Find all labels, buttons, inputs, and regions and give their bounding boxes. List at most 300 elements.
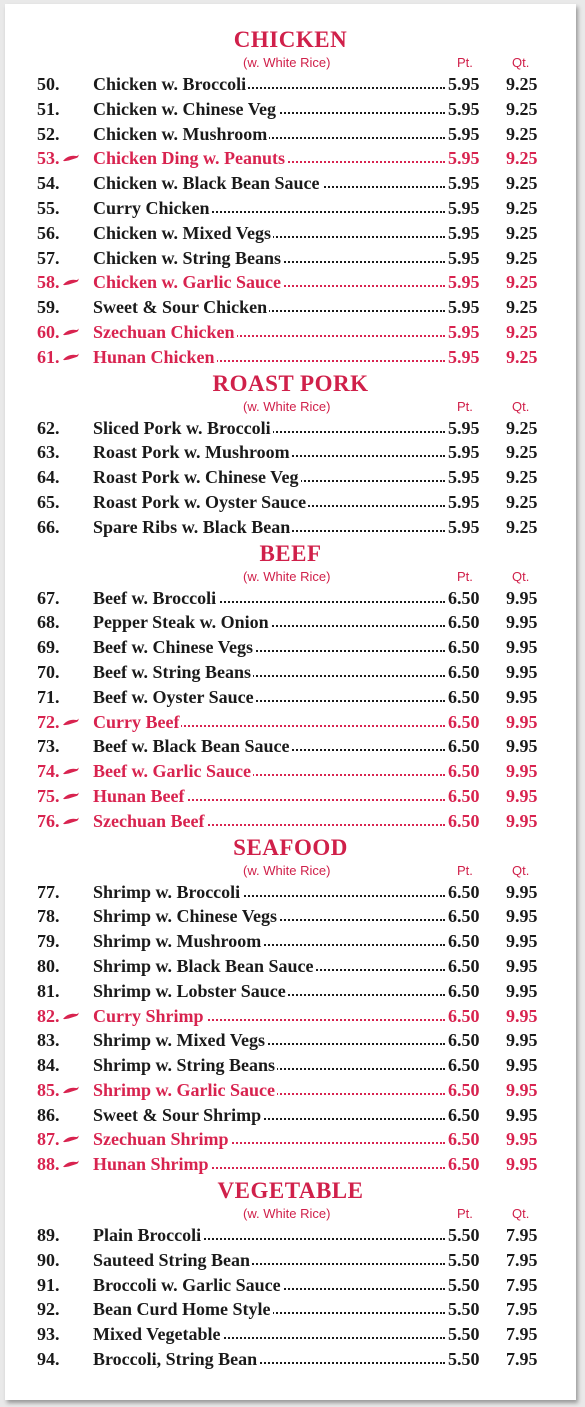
item-name-cell [93, 734, 445, 759]
item-number-cell [37, 146, 93, 171]
item-number: 66. [37, 516, 60, 537]
item-name: Roast Pork w. Oyster Sauce [93, 491, 307, 512]
item-name: Curry Chicken [93, 197, 210, 218]
quart-price: 7.95 [506, 1225, 538, 1246]
menu-item [5, 1078, 576, 1103]
item-name-cell [93, 440, 445, 465]
menu-section [5, 834, 576, 1178]
item-name: Chicken Ding w. Peanuts [93, 148, 286, 169]
quart-price: 9.95 [506, 1104, 538, 1125]
pint-price: 6.50 [448, 711, 480, 732]
item-number: 86. [37, 1104, 60, 1125]
item-name-cell [93, 809, 445, 834]
quart-price: 9.95 [506, 1079, 538, 1100]
item-name-cell [93, 1297, 445, 1322]
item-number: 77. [37, 881, 60, 902]
pint-price: 5.50 [448, 1249, 480, 1270]
item-number: 80. [37, 955, 60, 976]
menu-item [5, 610, 576, 635]
menu-section [5, 1177, 576, 1372]
item-number: 61. [37, 346, 60, 367]
quart-price: 9.95 [506, 1129, 538, 1150]
pint-price: 5.95 [448, 173, 480, 194]
pint-price: 5.95 [448, 98, 480, 119]
section-subheader [5, 1204, 576, 1223]
item-name-cell [93, 146, 445, 171]
item-number: 88. [37, 1154, 60, 1175]
hot-pepper-icon [62, 353, 79, 362]
hot-pepper-icon [62, 328, 79, 337]
menu-item [5, 710, 576, 735]
menu-item [5, 345, 576, 370]
item-name-cell [93, 515, 445, 540]
item-number-cell [37, 586, 93, 611]
item-name: Szechuan Shrimp [93, 1129, 229, 1150]
hot-pepper-icon [62, 1012, 79, 1021]
pint-column-label: Pt. [457, 1206, 473, 1222]
item-number: 51. [37, 98, 60, 119]
pint-price: 6.50 [448, 1104, 480, 1125]
menu-item [5, 122, 576, 147]
hot-pepper-icon [62, 278, 79, 287]
item-name-cell [93, 759, 445, 784]
quart-price: 9.95 [506, 612, 538, 633]
pint-price: 6.50 [448, 1055, 480, 1076]
menu-item [5, 1322, 576, 1347]
pint-price: 5.50 [448, 1225, 480, 1246]
hot-pepper-icon [62, 767, 79, 776]
item-number-cell [37, 295, 93, 320]
item-name: Chicken w. Broccoli [93, 74, 247, 94]
item-number-cell [37, 345, 93, 370]
item-number-cell [37, 635, 93, 660]
item-name: Beef w. Broccoli [93, 587, 217, 608]
item-number: 85. [37, 1079, 60, 1100]
section-title: CHICKEN [233, 27, 348, 52]
item-name-cell [93, 784, 445, 809]
item-number-cell [37, 784, 93, 809]
item-number-cell [37, 809, 93, 834]
menu-item [5, 1004, 576, 1029]
menu-item [5, 1273, 576, 1298]
menu-item [5, 440, 576, 465]
pint-price: 6.50 [448, 761, 480, 782]
item-name-cell [93, 1028, 445, 1053]
pint-price: 5.95 [448, 297, 480, 318]
pint-price: 6.50 [448, 785, 480, 806]
section-note: (w. White Rice) [243, 862, 331, 878]
menu-item [5, 490, 576, 515]
quart-price: 9.25 [506, 442, 538, 463]
quart-column-label: Qt. [512, 1206, 530, 1222]
item-number: 64. [37, 467, 60, 488]
quart-price: 9.25 [506, 98, 538, 119]
pint-column-label: Pt. [457, 398, 473, 414]
section-subheader [5, 861, 576, 880]
item-name: Pepper Steak w. Onion [93, 612, 269, 633]
menu-item [5, 146, 576, 171]
item-name-cell [93, 490, 445, 515]
item-number-cell [37, 1078, 93, 1103]
menu-section [5, 370, 576, 540]
item-name: Shrimp w. Mushroom [93, 931, 262, 952]
menu-item [5, 809, 576, 834]
pint-price: 5.95 [448, 247, 480, 268]
item-number-cell [37, 1248, 93, 1273]
item-number-cell [37, 610, 93, 635]
item-name-cell [93, 1223, 445, 1248]
item-number-cell [37, 660, 93, 685]
section-title: SEAFOOD [233, 834, 348, 860]
item-number-cell [37, 1322, 93, 1347]
item-name: Beef w. String Beans [93, 661, 252, 682]
item-name-cell [93, 1103, 445, 1128]
item-name: Chicken w. String Beans [93, 247, 282, 268]
item-number: 92. [37, 1299, 60, 1320]
pint-price: 5.50 [448, 1274, 480, 1295]
quart-column-label: Qt. [512, 398, 530, 414]
item-name-cell [93, 345, 445, 370]
item-name-cell [93, 465, 445, 490]
section-title: VEGETABLE [217, 1178, 364, 1204]
item-name-cell [93, 685, 445, 710]
menu-item [5, 586, 576, 611]
hot-pepper-icon [62, 1086, 79, 1095]
item-number: 53. [37, 148, 60, 169]
item-name: Sauteed String Bean [93, 1249, 251, 1270]
item-name-cell [93, 270, 445, 295]
item-number-cell [37, 246, 93, 271]
quart-price: 9.95 [506, 587, 538, 608]
item-number: 60. [37, 321, 60, 342]
quart-price: 9.95 [506, 1005, 538, 1026]
pint-price: 6.50 [448, 1030, 480, 1051]
pint-column-label: Pt. [457, 55, 473, 70]
item-number-cell [37, 1053, 93, 1078]
quart-price: 9.25 [506, 272, 538, 293]
menu-item [5, 979, 576, 1004]
menu-section [5, 26, 576, 370]
pint-price: 5.50 [448, 1349, 480, 1370]
item-name-cell [93, 1322, 445, 1347]
menu-item [5, 1127, 576, 1152]
item-name-cell [93, 320, 445, 345]
item-number-cell [37, 122, 93, 147]
menu-item [5, 784, 576, 809]
item-name: Sweet & Sour Shrimp [93, 1104, 262, 1125]
quart-price: 7.95 [506, 1349, 538, 1370]
pint-price: 5.95 [448, 467, 480, 488]
item-number: 57. [37, 247, 60, 268]
menu-item [5, 734, 576, 759]
item-number-cell [37, 1347, 93, 1372]
item-name: Broccoli, String Bean [93, 1349, 258, 1370]
pint-price: 5.95 [448, 272, 480, 293]
item-name: Spare Ribs w. Black Bean [93, 516, 291, 537]
item-number: 91. [37, 1274, 60, 1295]
item-number-cell [37, 416, 93, 441]
item-name-cell [93, 904, 445, 929]
section-title: BEEF [259, 540, 322, 566]
item-number-cell [37, 1127, 93, 1152]
item-name: Sliced Pork w. Broccoli [93, 417, 271, 438]
quart-price: 9.25 [506, 491, 538, 512]
menu-item [5, 465, 576, 490]
menu-item [5, 880, 576, 905]
menu-item [5, 1223, 576, 1248]
quart-price: 9.95 [506, 785, 538, 806]
pint-price: 6.50 [448, 980, 480, 1001]
pint-price: 5.95 [448, 197, 480, 218]
pint-price: 6.50 [448, 612, 480, 633]
item-name-cell [93, 221, 445, 246]
quart-price: 9.95 [506, 1154, 538, 1175]
item-name-cell [93, 880, 445, 905]
item-name-cell [93, 416, 445, 441]
item-name: Sweet & Sour Chicken [93, 297, 268, 318]
item-name-cell [93, 1127, 445, 1152]
quart-price: 9.25 [506, 197, 538, 218]
pint-price: 6.50 [448, 661, 480, 682]
menu-item [5, 1297, 576, 1322]
pint-price: 5.95 [448, 516, 480, 537]
quart-price: 9.95 [506, 980, 538, 1001]
item-number-cell [37, 221, 93, 246]
item-name: Hunan Beef [93, 785, 185, 806]
quart-price: 9.95 [506, 931, 538, 952]
menu-item [5, 1053, 576, 1078]
menu-item [5, 1028, 576, 1053]
quart-price: 9.95 [506, 736, 538, 757]
item-number: 69. [37, 637, 60, 658]
item-number-cell [37, 196, 93, 221]
item-number: 78. [37, 906, 60, 927]
item-number-cell [37, 270, 93, 295]
quart-price: 7.95 [506, 1324, 538, 1345]
menu-item [5, 97, 576, 122]
item-name-cell [93, 1347, 445, 1372]
section-note: (w. White Rice) [243, 55, 331, 70]
menu-item [5, 904, 576, 929]
quart-price: 9.95 [506, 711, 538, 732]
item-number: 65. [37, 491, 60, 512]
pint-price: 6.50 [448, 637, 480, 658]
quart-price: 9.25 [506, 222, 538, 243]
menu-item [5, 246, 576, 271]
item-number: 58. [37, 272, 60, 293]
item-name: Chicken w. Black Bean Sauce [93, 173, 320, 194]
quart-price: 9.25 [506, 516, 538, 537]
item-name-cell [93, 1078, 445, 1103]
item-number-cell [37, 465, 93, 490]
menu-item [5, 1347, 576, 1372]
pint-price: 6.50 [448, 810, 480, 831]
quart-column-label: Qt. [512, 862, 530, 878]
item-name: Beef w. Oyster Sauce [93, 686, 254, 707]
item-name: Shrimp w. Broccoli [93, 881, 241, 902]
item-name: Broccoli w. Garlic Sauce [93, 1274, 281, 1295]
quart-price: 9.25 [506, 74, 538, 94]
pint-price: 5.95 [448, 442, 480, 463]
item-name: Curry Beef [93, 711, 180, 732]
item-name: Szechuan Beef [93, 810, 205, 831]
hot-pepper-icon [62, 154, 79, 163]
item-name-cell [93, 246, 445, 271]
quart-price: 9.95 [506, 810, 538, 831]
pint-price: 6.50 [448, 906, 480, 927]
item-name-cell [93, 171, 445, 196]
item-number: 50. [37, 74, 60, 94]
pint-price: 5.95 [448, 346, 480, 367]
section-subheader [5, 53, 576, 72]
item-number: 89. [37, 1225, 60, 1246]
item-name: Chicken w. Mixed Vegs [93, 222, 272, 243]
pint-price: 5.95 [448, 417, 480, 438]
item-number: 68. [37, 612, 60, 633]
quart-price: 9.25 [506, 417, 538, 438]
item-name: Shrimp w. Lobster Sauce [93, 980, 286, 1001]
item-number: 81. [37, 980, 60, 1001]
quart-column-label: Qt. [512, 568, 530, 584]
menu-item [5, 759, 576, 784]
item-number-cell [37, 1223, 93, 1248]
menu-item [5, 295, 576, 320]
quart-price: 7.95 [506, 1249, 538, 1270]
item-number: 75. [37, 785, 60, 806]
item-name: Shrimp w. Chinese Vegs [93, 906, 278, 927]
item-name: Shrimp w. Black Bean Sauce [93, 955, 314, 976]
hot-pepper-icon [62, 718, 79, 727]
item-number-cell [37, 1297, 93, 1322]
item-number-cell [37, 710, 93, 735]
section-title: ROAST PORK [212, 370, 369, 396]
quart-price: 9.25 [506, 321, 538, 342]
item-name-cell [93, 72, 445, 97]
item-name: Roast Pork w. Mushroom [93, 442, 290, 463]
menu-section [5, 540, 576, 834]
pint-price: 6.50 [448, 1129, 480, 1150]
item-name-cell [93, 1152, 445, 1177]
menu-item [5, 221, 576, 246]
menu-sections [5, 26, 576, 1372]
section-subheader [5, 567, 576, 586]
section-note: (w. White Rice) [243, 568, 331, 584]
item-number: 56. [37, 222, 60, 243]
pint-price: 6.50 [448, 955, 480, 976]
item-number: 62. [37, 417, 60, 438]
item-name-cell [93, 1248, 445, 1273]
item-number: 70. [37, 661, 60, 682]
hot-pepper-icon [62, 1160, 79, 1169]
item-number-cell [37, 954, 93, 979]
hot-pepper-icon [62, 817, 79, 826]
item-number: 63. [37, 442, 60, 463]
item-number-cell [37, 1103, 93, 1128]
item-name-cell [93, 122, 445, 147]
pint-price: 5.95 [448, 321, 480, 342]
item-number-cell [37, 734, 93, 759]
item-name: Chicken w. Chinese Veg [93, 98, 277, 119]
item-number-cell [37, 904, 93, 929]
item-name: Chicken w. Mushroom [93, 123, 268, 144]
quart-price: 9.95 [506, 955, 538, 976]
pint-price: 6.50 [448, 1005, 480, 1026]
item-name-cell [93, 635, 445, 660]
item-number-cell [37, 320, 93, 345]
item-name: Hunan Shrimp [93, 1154, 209, 1175]
item-name: Beef w. Chinese Vegs [93, 637, 254, 658]
quart-price: 9.25 [506, 297, 538, 318]
menu-item [5, 1103, 576, 1128]
item-name-cell [93, 979, 445, 1004]
item-number: 72. [37, 711, 60, 732]
item-number: 84. [37, 1055, 60, 1076]
quart-price: 9.95 [506, 637, 538, 658]
item-number-cell [37, 880, 93, 905]
pint-column-label: Pt. [457, 862, 473, 878]
item-name: Plain Broccoli [93, 1225, 202, 1246]
item-number-cell [37, 1273, 93, 1298]
hot-pepper-icon [62, 792, 79, 801]
item-number: 94. [37, 1349, 60, 1370]
item-name: Shrimp w. Mixed Vegs [93, 1030, 266, 1051]
section-note: (w. White Rice) [243, 1206, 331, 1222]
quart-price: 9.25 [506, 247, 538, 268]
item-number: 90. [37, 1249, 60, 1270]
pint-price: 6.50 [448, 881, 480, 902]
item-name: Hunan Chicken [93, 346, 215, 367]
section-subheader [5, 397, 576, 416]
item-number: 59. [37, 297, 60, 318]
item-number-cell [37, 171, 93, 196]
item-name-cell [93, 710, 445, 735]
item-number-cell [37, 1028, 93, 1053]
item-name-cell [93, 196, 445, 221]
menu-item [5, 416, 576, 441]
item-number: 71. [37, 686, 60, 707]
menu-item [5, 660, 576, 685]
pint-price: 6.50 [448, 1079, 480, 1100]
item-name: Shrimp w. Garlic Sauce [93, 1079, 276, 1100]
pint-price: 6.50 [448, 736, 480, 757]
quart-price: 7.95 [506, 1299, 538, 1320]
pint-price: 5.95 [448, 74, 480, 94]
item-number: 55. [37, 197, 60, 218]
item-number-cell [37, 490, 93, 515]
menu-item [5, 685, 576, 710]
item-number-cell [37, 440, 93, 465]
item-number-cell [37, 515, 93, 540]
item-name-cell [93, 929, 445, 954]
item-number: 93. [37, 1324, 60, 1345]
item-number: 74. [37, 761, 60, 782]
menu-item [5, 320, 576, 345]
item-number-cell [37, 759, 93, 784]
item-name: Beef w. Black Bean Sauce [93, 736, 290, 757]
quart-price: 9.95 [506, 1030, 538, 1051]
pint-price: 6.50 [448, 931, 480, 952]
menu-item [5, 72, 576, 97]
item-number: 83. [37, 1030, 60, 1051]
item-number-cell [37, 929, 93, 954]
item-number: 73. [37, 736, 60, 757]
quart-price: 9.95 [506, 881, 538, 902]
quart-price: 9.95 [506, 1055, 538, 1076]
item-name: Szechuan Chicken [93, 321, 235, 342]
menu-item [5, 635, 576, 660]
item-name-cell [93, 610, 445, 635]
quart-price: 9.25 [506, 467, 538, 488]
